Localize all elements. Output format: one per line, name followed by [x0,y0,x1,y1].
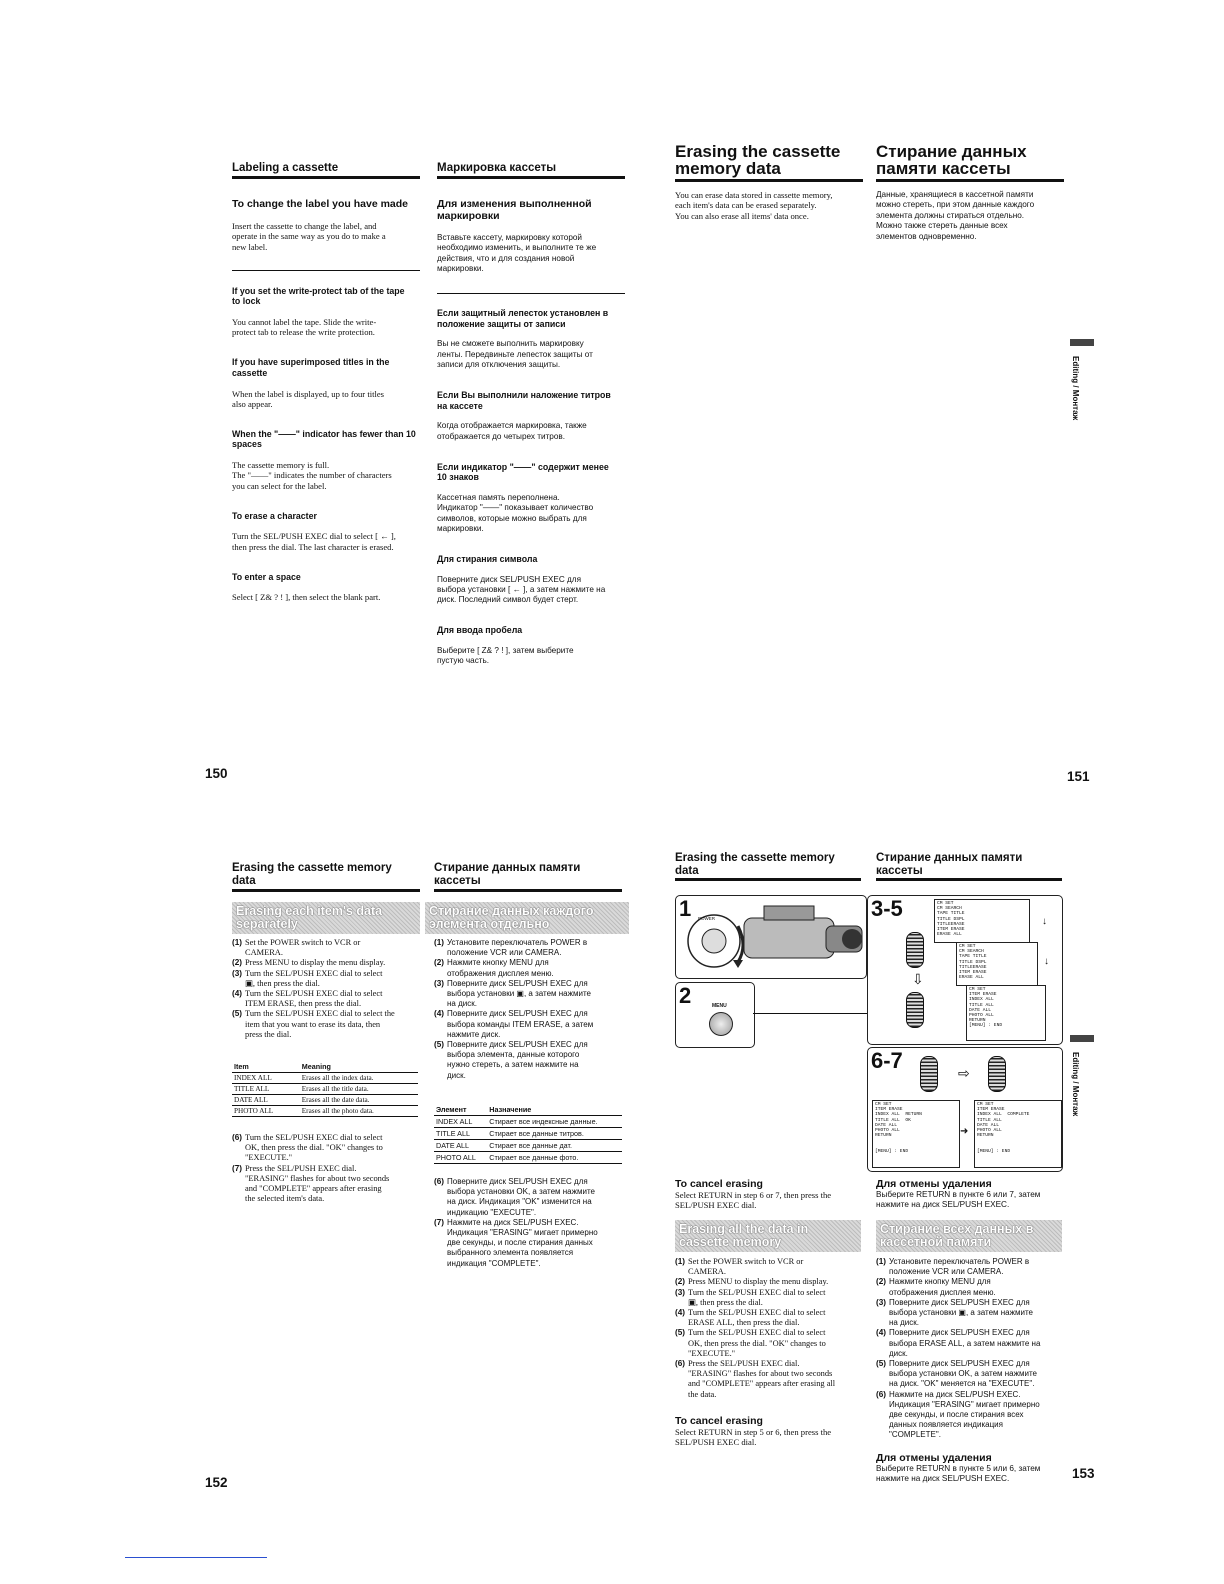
table-row [434,1152,622,1164]
cancel-heading-ru: Для отмены удаления [876,1452,992,1464]
arrow-right-icon: ↓ [1044,956,1049,967]
section-band-ru: Стирание данных каждого элемента отдельно [425,902,629,934]
step-text: Press the SEL/PUSH EXEC dial. "ERASING" flashes for about two seconds and "COMPLETE" appears after erasing all the data. [688,1359,836,1399]
step-text: Turn the SEL/PUSH EXEC dial to select ERASE ALL, then press the dial. [688,1308,826,1328]
table-cell: TITLE ALL [434,1128,487,1140]
menu-screen-cm-set: CM SET CM SEARCH TAPE TITLE TITLE DSPL TITLEERASE ITEM ERASE ERASE ALL [934,899,1030,943]
subheading: Если Вы выполнили наложение титров на кассете [437,390,611,411]
menu-footer: [MENU] : END [875,1148,909,1154]
table-cell: DATE ALL [434,1140,487,1152]
step-item [232,1009,422,1040]
en-header-rule [232,176,420,179]
step-item [232,938,422,958]
arrow-right-icon: ➜ [960,1126,969,1137]
menu-text: CM SET ITEM ERASE INDEX ALL RETURN TITLE ALL OK DATE ALL PHOTO ALL RETURN [875,1102,922,1139]
step-text: Поверните диск SEL/PUSH EXEC для выбора ERASE ALL, а затем нажмите на диск. [889,1328,1041,1358]
table-row [232,1073,418,1084]
subheading: Если индикатор "——" содержит менее 10 знаков [437,461,609,482]
cancel-text-ru: Выберите RETURN в пункте 6 или 7, затем нажмите на диск SEL/PUSH EXEC. [876,1190,1041,1210]
step-number: (6) [675,1359,686,1369]
step-number: (4) [675,1308,686,1318]
page-number: 152 [205,1475,228,1490]
subheading: Для изменения выполненной маркировки [437,198,592,223]
item-table-ru [434,1104,622,1164]
cancel-heading-ru: Для отмены удаления [876,1178,992,1190]
step-item [232,989,422,1009]
step-item [675,1257,867,1277]
table-row [434,1128,622,1140]
en-header-rule [232,889,420,892]
en-steps [232,938,422,1040]
subheading: To erase a character [232,510,317,521]
ru-header-rule [434,889,622,892]
menu-screen-item-erase-select: CM SET CM SEARCH TAPE TITLE TITLE DSPL TITLEERASE ITEM ERASE ERASE ALL [956,942,1038,986]
ru-column [437,188,632,677]
step-text: Поверните диск SEL/PUSH EXEC для выбора команды ITEM ERASE, а затем нажмите диск. [447,1009,594,1039]
table-cell: PHOTO ALL [232,1106,300,1117]
paragraph: Вы не сможете выполнить маркировку ленты. Передвиньте лепесток защиты от записи для отключения защиты. [437,339,593,370]
column-header: Назначение [487,1104,622,1116]
menu-screen-complete [974,1100,1062,1168]
en-section-header: Erasing the cassette memory data [232,862,392,887]
menu-button-illustration [675,982,755,1048]
paragraph: You cannot label the tape. Slide the write- protect tab to release the write protection. [232,317,377,338]
page-number: 150 [205,766,228,781]
page-title-ru: Стирание данных памяти кассеты [876,142,1027,178]
step-item [434,958,629,978]
sel-push-exec-dial-icon [920,1056,938,1092]
table-cell: Erases all the date data. [300,1095,418,1106]
step-number: (6) [876,1389,887,1399]
step-text: Нажмите на диск SEL/PUSH EXEC. Индикация "ERASING" мигает примерно две секунды, и после стирания всех данных появляется индикация "COMPLETE". [889,1389,1040,1440]
subheading: To change the label you have made [232,198,409,211]
step-item [876,1257,1071,1277]
ru-header-rule [876,878,1062,881]
menu-text: CM SET ITEM ERASE INDEX ALL COMPLETE TITLE ALL DATE ALL PHOTO ALL RETURN [977,1102,1030,1139]
en-section-header: Erasing the cassette memory data [675,852,835,877]
step-text: Нажмите кнопку MENU для отображения дисплея меню. [447,958,554,978]
ru-steps-continued [434,1177,629,1269]
step-text: Поверните диск SEL/PUSH EXEC для выбора установки ▣, а затем нажмите на диск. [447,978,591,1009]
step-text: Нажмите кнопку MENU для отображения дисплея меню. [889,1277,996,1297]
arrow-down-icon: ⇩ [912,973,924,988]
step-text: Поверните диск SEL/PUSH EXEC для выбора установки ▣, а затем нажмите на диск. [889,1297,1033,1328]
paragraph: Выберите [ Z& ? ! ], затем выберите пустую часть. [437,646,574,666]
table-cell: INDEX ALL [434,1116,487,1128]
table-cell: Erases all the photo data. [300,1106,418,1117]
step-item [675,1359,867,1400]
step-number: (1) [434,938,445,947]
paragraph: Кассетная память переполнена. Индикатор "——" показывает количество символов, которые можно выбрать для маркировки. [437,492,594,533]
step-item [434,979,629,1010]
step-item [232,1164,422,1205]
table-cell: Erases all the title data. [300,1084,418,1095]
menu-label: MENU [712,1003,727,1009]
title-rule-ru [876,179,1064,182]
paragraph: Insert the cassette to change the label, and operate in the same way as you do to make a new label. [232,220,386,252]
en-section-header: Labeling a cassette [232,162,339,174]
step-number: (3) [434,978,445,988]
menu-footer: [MENU] : END [977,1148,1011,1154]
step-number: (7) [232,1163,243,1173]
ru-section-header: Стирание данных памяти кассеты [876,852,1023,877]
step-item [232,969,422,989]
paragraph: Поверните диск SEL/PUSH EXEC для выбора установки [ ← ], а затем нажмите на диск. Последний символ будет стерт. [437,574,606,605]
subheading: To enter a space [232,571,301,582]
cancel-heading-en: To cancel erasing [675,1178,763,1190]
menu-button-icon [709,1012,733,1036]
subheading: Для ввода пробела [437,625,523,636]
page-number: 153 [1072,1466,1095,1481]
table-cell: Стирает все данные фото. [487,1152,622,1164]
table-row [434,1140,622,1152]
subheading: If you set the write-protect tab of the tape to lock [232,285,405,307]
arrow-right-icon: ↓ [1042,916,1047,927]
subheading: Если защитный лепесток установлен в положение защиты от записи [437,308,609,329]
step-number: (5) [675,1328,686,1338]
menu-footer: [MENU] : END [969,1023,1003,1029]
en-steps-continued [232,1133,422,1204]
page-150 [232,160,632,666]
paragraph: Select [ Z& ? ! ], then select the blank part. [232,592,381,603]
step-item [434,1218,629,1269]
menu-text: CM SET ITEM ERASE INDEX ALL TITLE ALL DATE ALL PHOTO ALL RETURN [969,987,997,1024]
step-label-2: 2 [679,983,692,1008]
step-item [876,1328,1071,1359]
step-number: (5) [434,1040,445,1050]
ru-section-header: Маркировка кассеты [437,162,557,174]
power-label: POWER [698,916,716,921]
paragraph: When the label is displayed, up to four titles also appear. [232,388,385,409]
step-text: Установите переключатель POWER в положение VCR или CAMERA. [447,938,588,958]
step-text: Turn the SEL/PUSH EXEC dial to select OK, then press the dial. "OK" changes to "EXECUTE." [688,1328,826,1358]
step-text: Press MENU to display the menu display. [688,1277,829,1287]
step-text: Установите переключатель POWER в положение VCR или CAMERA. [889,1257,1030,1277]
divider [232,270,420,271]
step-item [675,1277,867,1287]
footer-link-underline [125,1557,267,1558]
connector-line [753,1013,868,1014]
table-header-row [434,1104,622,1116]
step-item [675,1308,867,1328]
table-cell: Стирает все индексные данные. [487,1116,622,1128]
paragraph: Когда отображается маркировка, также отображается до четырех титров. [437,421,587,441]
step-label-1: 1 [679,896,692,921]
step-number: (2) [232,958,243,968]
table-row [232,1106,418,1117]
step-number: (5) [232,1009,243,1019]
step-number: (1) [876,1257,887,1266]
table-header-row [232,1061,418,1073]
table-cell: Erases all the index data. [300,1073,418,1084]
en-steps [675,1257,867,1400]
step-item [232,958,422,968]
cancel-text-en: Select RETURN in step 5 or 6, then press the SEL/PUSH EXEC dial. [675,1427,832,1448]
table-cell: Стирает все данные титров. [487,1128,622,1140]
step-text: Поверните диск SEL/PUSH EXEC для выбора элемента, данные которого нужно стереть, а затем нажмите на диск. [447,1040,588,1080]
section-tab-marker [1070,339,1094,346]
step-text: Turn the SEL/PUSH EXEC dial to select ▣, then press the dial. [245,968,383,988]
step-item [675,1288,867,1308]
step-item [434,1177,629,1218]
cancel-text-en: Select RETURN in step 6 or 7, then press the SEL/PUSH EXEC dial. [675,1190,832,1211]
section-band-en: Erasing all the data in cassette memory [675,1220,861,1252]
column-header: Элемент [434,1104,487,1116]
arrow-right-icon: ⇨ [958,1067,970,1082]
menu-steps-6-7-illustration [867,1047,1063,1172]
step-number: (7) [434,1217,445,1227]
step-label-3-5: 3-5 [871,896,903,921]
column-header: Item [232,1061,300,1073]
step-number: (4) [232,989,243,999]
intro-paragraph-ru: Данные, хранящиеся в кассетной памяти можно стереть, при этом данные каждого элемента должны стираться отдельно. Можно также стереть данные всех элементов одновременно. [876,190,1035,241]
step-text: Поверните диск SEL/PUSH EXEC для выбора установки OK, а затем нажмите на диск. "OK" меняется на "EXECUTE". [889,1359,1037,1389]
table-row [434,1116,622,1128]
section-tab-marker [1070,1035,1094,1042]
item-table-en [232,1061,418,1117]
step-text: Press the SEL/PUSH EXEC dial. "ERASING" flashes for about two seconds and "COMPLETE" appears after erasing the selected item's data. [245,1163,390,1204]
table-cell: DATE ALL [232,1095,300,1106]
ru-section-header: Стирание данных памяти кассеты [434,862,581,887]
step-item [876,1298,1071,1329]
step-item [232,1133,422,1164]
intro-paragraph-en: You can erase data stored in cassette memory, each item's data can be erased separately. You can also erase all items' data once. [675,190,833,221]
section-band-en: Erasing each item's data separately [232,902,420,934]
sel-push-exec-dial-icon [906,992,924,1028]
step-text: Set the POWER switch to VCR or CAMERA. [245,938,361,958]
step-text: Turn the SEL/PUSH EXEC dial to select ▣, then press the dial. [688,1287,826,1307]
menu-screen-confirm [872,1100,960,1168]
step-item [876,1359,1071,1390]
step-text: Нажмите на диск SEL/PUSH EXEC. Индикация "ERASING" мигает примерно две секунды, и после стирания данных выбранного элемента появляется индикация "COMPLETE". [447,1217,598,1268]
divider [437,293,625,294]
paragraph: Turn the SEL/PUSH EXEC dial to select [ ← ], then press the dial. The last character is erased. [232,531,396,552]
subheading: When the "——" indicator has fewer than 10 spaces [232,428,416,450]
menu-steps-3-5-illustration [867,895,1063,1045]
camcorder-drawing [676,896,866,978]
step-number: (2) [876,1277,887,1287]
table-cell: Стирает все данные дат. [487,1140,622,1152]
sel-push-exec-dial-icon [988,1056,1006,1092]
step-text: Поверните диск SEL/PUSH EXEC для выбора установки OK, а затем нажмите на диск. Индикация "OK" изменится на индикацию "EXECUTE". [447,1177,595,1217]
step-number: (3) [876,1297,887,1307]
step-number: (4) [876,1328,887,1338]
step-item [876,1277,1071,1297]
side-label: Editing / Монтаж [1071,356,1080,421]
step-number: (3) [232,968,243,978]
step-number: (2) [675,1277,686,1287]
sel-push-exec-dial-icon [906,932,924,968]
ru-header-rule [437,176,625,179]
en-column [232,188,424,613]
column-header: Meaning [300,1061,418,1073]
step-item [876,1390,1071,1441]
section-band-ru: Стирание всех данных в кассетной памяти [876,1220,1062,1252]
subheading: Для стирания символа [437,553,538,564]
step-text: Turn the SEL/PUSH EXEC dial to select the item that you want to erase its data, then press the dial. [245,1009,395,1039]
camcorder-illustration [675,895,867,979]
step-number: (3) [675,1287,686,1297]
step-number: (4) [434,1009,445,1019]
step-number: (2) [434,958,445,968]
step-item [434,1009,629,1040]
table-cell: INDEX ALL [232,1073,300,1084]
step-item [434,938,629,958]
step-text: Turn the SEL/PUSH EXEC dial to select ITEM ERASE, then press the dial. [245,989,383,1009]
menu-screen-item-list [966,985,1046,1041]
paragraph: Вставьте кассету, маркировку которой необходимо изменить, и выполните те же действия, что и для создания новой маркировки. [437,232,597,274]
step-item [434,1040,629,1081]
ru-steps [434,938,629,1081]
title-rule-en [675,179,863,182]
step-label-6-7: 6-7 [871,1048,903,1073]
step-number: (5) [876,1359,887,1369]
step-number: (6) [232,1133,243,1142]
table-row [232,1084,418,1095]
step-text: Press MENU to display the menu display. [245,958,386,968]
step-text: Turn the SEL/PUSH EXEC dial to select OK, then press the dial. "OK" changes to "EXECUTE." [245,1133,383,1163]
page-title-en: Erasing the cassette memory data [675,142,841,178]
step-number: (6) [434,1177,445,1186]
table-row [232,1095,418,1106]
cancel-text-ru: Выберите RETURN в пункте 5 или 6, затем нажмите на диск SEL/PUSH EXEC. [876,1464,1041,1484]
en-header-rule [675,878,861,881]
cancel-heading-en: To cancel erasing [675,1415,763,1427]
table-cell: TITLE ALL [232,1084,300,1095]
page-number: 151 [1067,769,1090,784]
step-number: (1) [232,938,243,947]
step-text: Set the POWER switch to VCR or CAMERA. [688,1257,804,1277]
step-item [675,1328,867,1359]
paragraph: The cassette memory is full. The "——" indicates the number of characters you can select for the label. [232,459,392,491]
ru-steps [876,1257,1071,1441]
table-cell: PHOTO ALL [434,1152,487,1164]
step-number: (1) [675,1257,686,1266]
subheading: If you have superimposed titles in the cassette [232,357,390,378]
side-label: Editing / Монтаж [1071,1052,1080,1117]
